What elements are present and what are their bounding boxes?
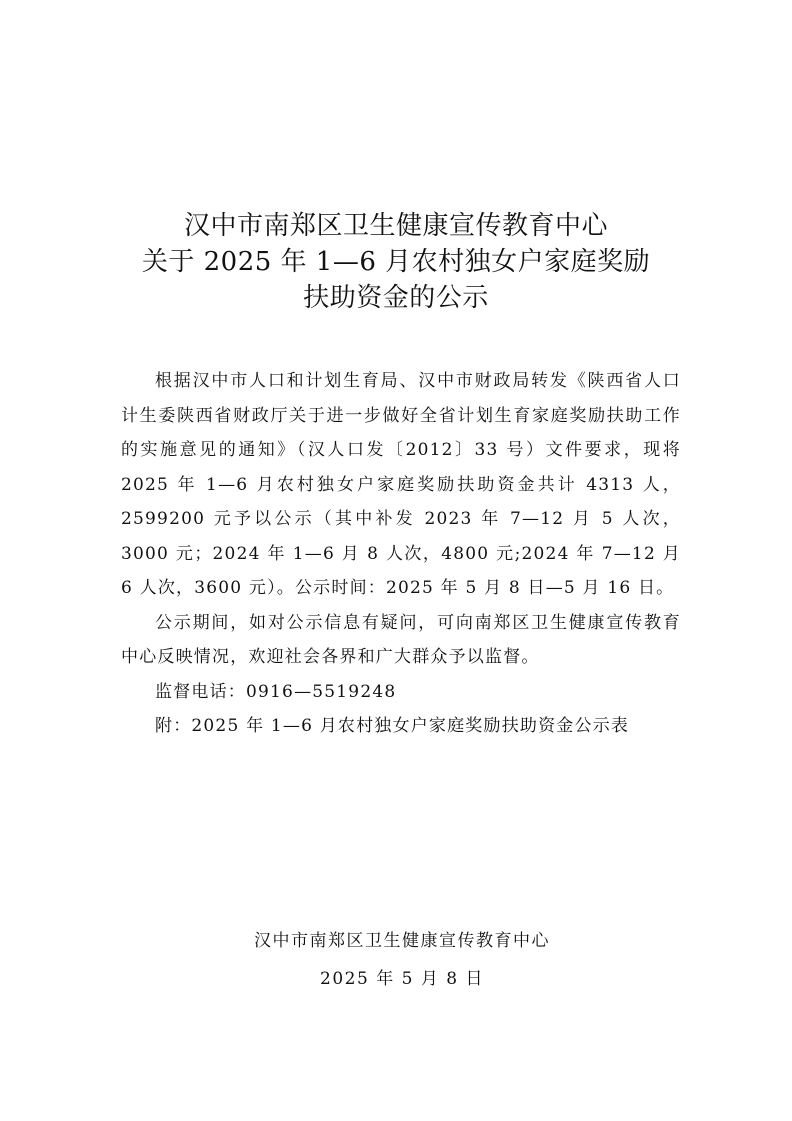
attachment-block (121, 709, 681, 744)
signature-organization: 汉中市南郑区卫生健康宣传教育中心 (254, 931, 550, 951)
phone-line: 监督电话：0916—5519248 (155, 681, 397, 702)
title-line-1: 汉中市南郑区卫生健康宣传教育中心 (183, 211, 608, 241)
signature-date: 2025 年 5 月 8 日 (320, 969, 484, 989)
document-title (0, 208, 792, 316)
title-line-2: 关于 2025 年 1—6 月农村独女户家庭奖励 (141, 247, 651, 277)
signature-block (0, 922, 792, 998)
document-body (121, 364, 681, 744)
body-paragraph-1: 根据汉中市人口和计划生育局、汉中市财政局转发《陕西省人口计生委陕西省财政厅关于进一步做好全省计划生育家庭奖励扶助工作的实施意见的通知》（汉人口发〔2012〕33 号）文件要求，现将 2025 年 1—6 月农村独女户家庭奖励扶助资金共计 4313 人，2599200 元予以公示（其中补发 2023 年 7—12 月 5 人次，3000 元；2024 年 1—6 月 8 人次，4800 元;2024 年 7—12 月 6 人次，3600 元）。公示时间：2025 年 5 月 8 日—5 月 16 日。 (121, 371, 681, 598)
body-paragraph-2: 公示期间，如对公示信息有疑问，可向南郑区卫生健康宣传教育中心反映情况，欢迎社会各界和广大群众予以监督。 (121, 612, 681, 667)
title-line-3: 扶助资金的公示 (303, 283, 489, 313)
attachment-line: 附：2025 年 1—6 月农村独女户家庭奖励扶助资金公示表 (155, 716, 630, 736)
